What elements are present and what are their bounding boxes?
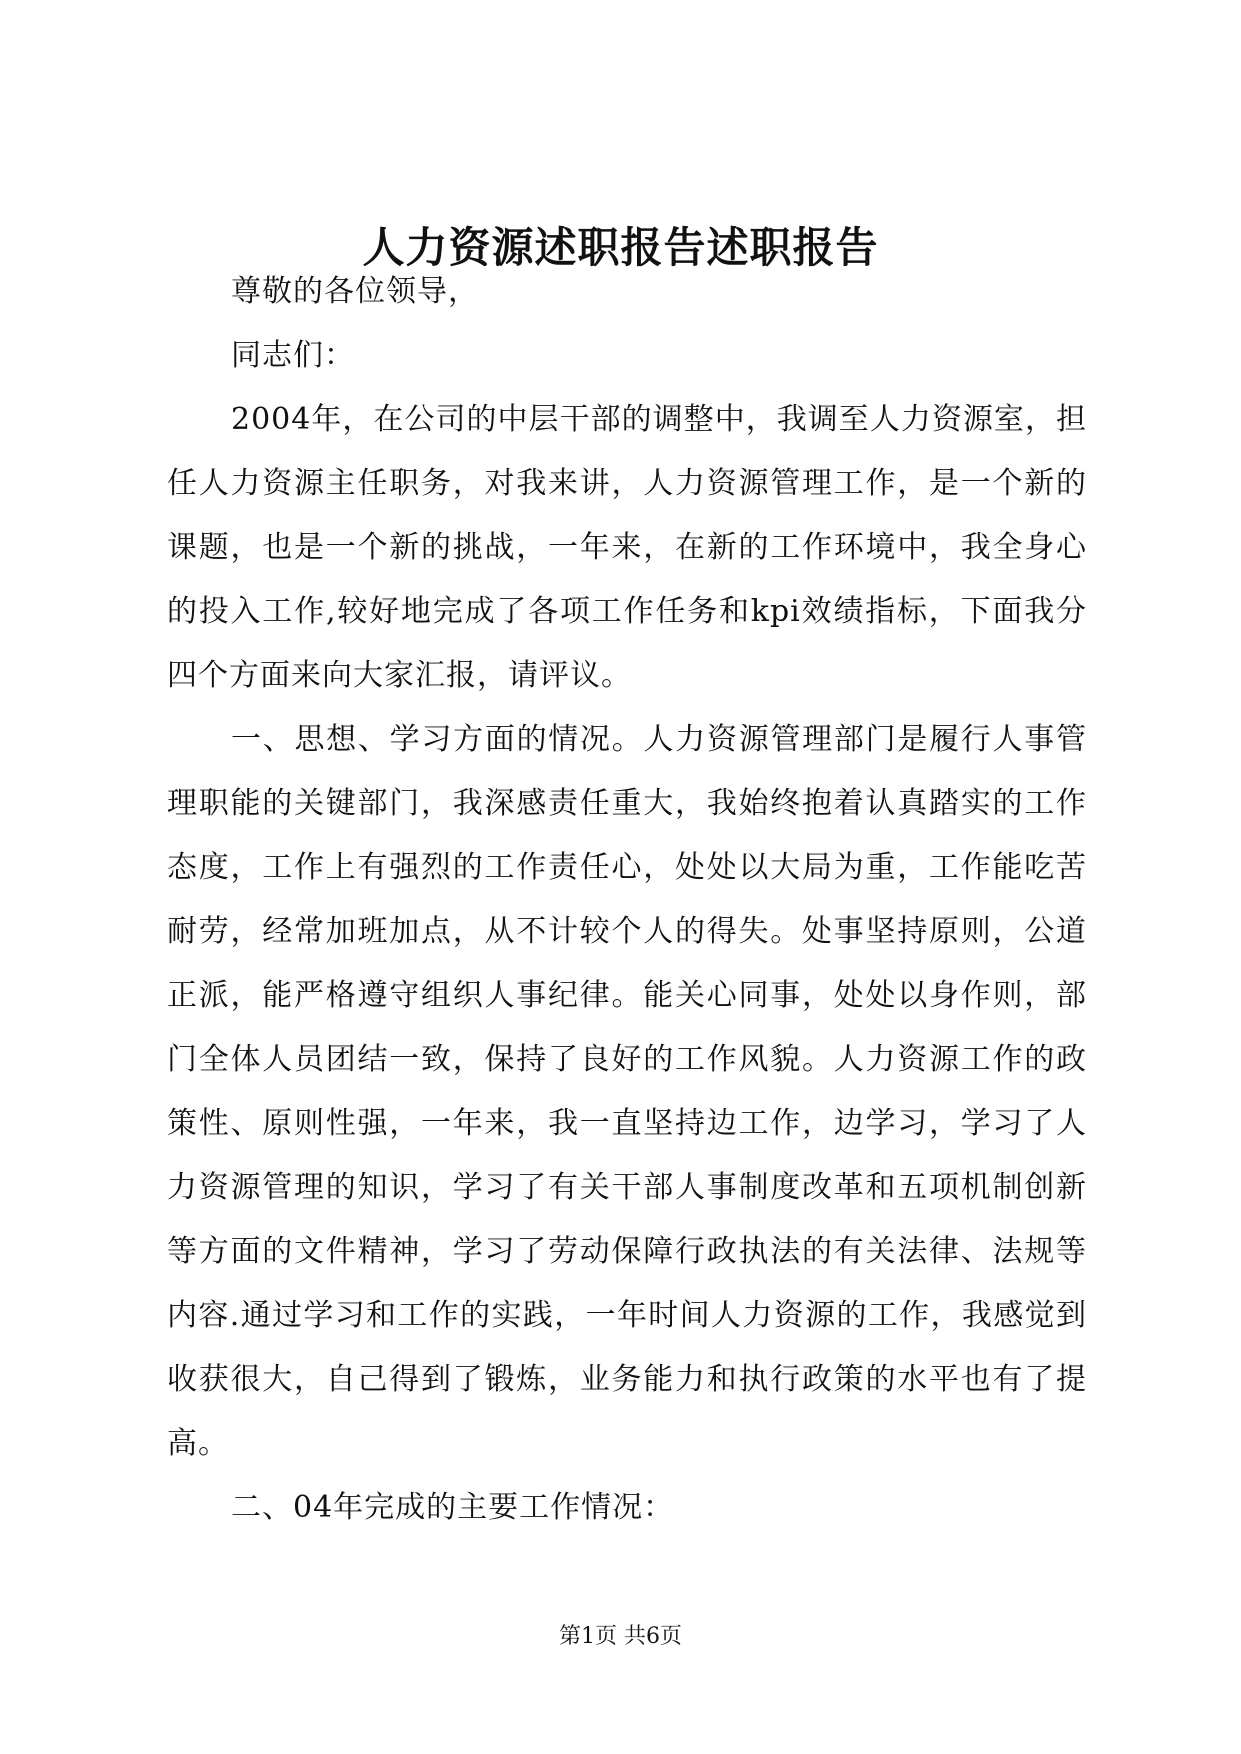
document-title: 人力资源述职报告述职报告 [362,223,879,272]
page-footer: 第1页 共6页 [559,1624,682,1649]
salutation-line-2: 同志们： [231,338,355,373]
section-2-heading: 二、04年完成的主要工作情况： [231,1490,675,1525]
intro-paragraph: 2004年，在公司的中层干部的调整中，我调至人力资源室，担任人力资源主任职务，对我来讲，人力资源管理工作，是一个新的课题，也是一个新的挑战，一年来，在新的工作环境中，我全身心的投入工作,较好地完成了各项工作任务和kpi效绩指标，下面我分四个方面来向大家汇报，请评议。 [167,402,1087,693]
salutation-line-1: 尊敬的各位领导， [231,274,479,309]
section-1-paragraph: 一、思想、学习方面的情况。人力资源管理部门是履行人事管理职能的关键部门，我深感责任重大，我始终抱着认真踏实的工作态度，工作上有强烈的工作责任心，处处以大局为重，工作能吃苦耐劳，经常加班加点，从不计较个人的得失。处事坚持原则，公道正派，能严格遵守组织人事纪律。能关心同事，处处以身作则，部门全体人员团结一致，保持了良好的工作风貌。人力资源工作的政策性、原则性强，一年来，我一直坚持边工作，边学习，学习了人力资源管理的知识，学习了有关干部人事制度改革和五项机制创新等方面的文件精神，学习了劳动保障行政执法的有关法律、法规等内容.通过学习和工作的实践，一年时间人力资源的工作，我感觉到收获很大，自己得到了锻炼，业务能力和执行政策的水平也有了提高。 [167,722,1087,1461]
document-body [167,260,1087,1540]
